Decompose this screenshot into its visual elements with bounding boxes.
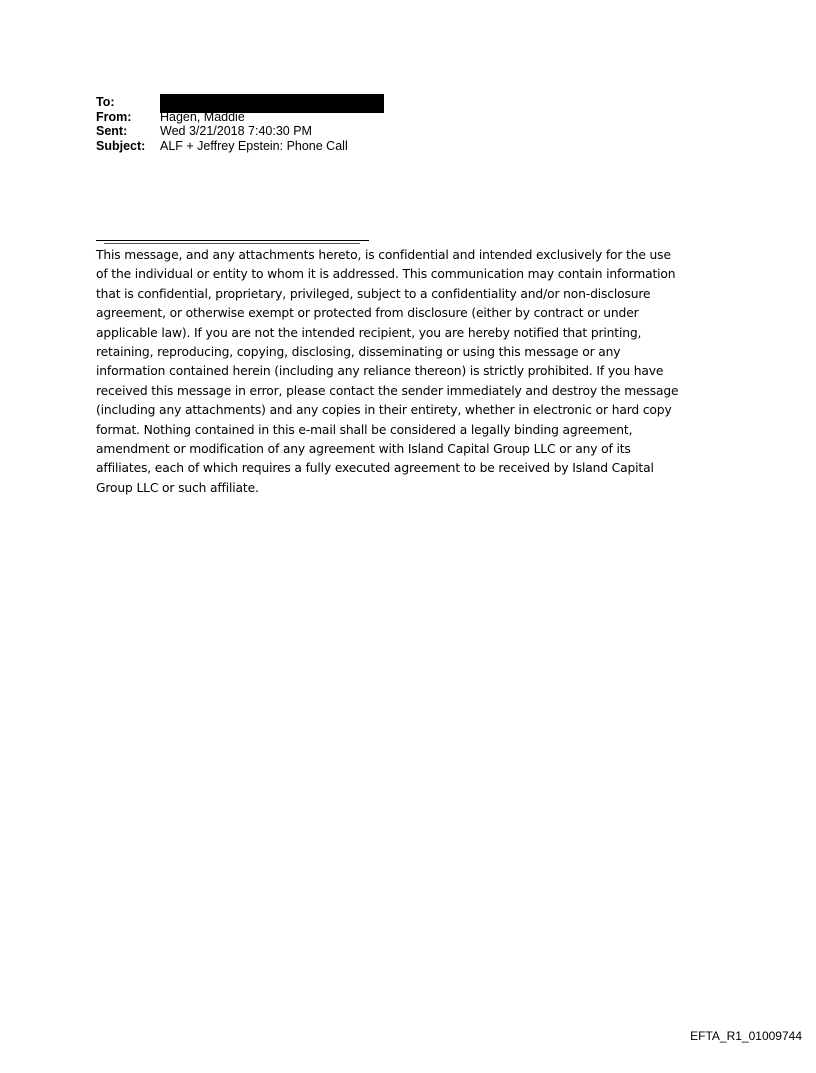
subject-label: Subject: — [96, 138, 146, 153]
disclaimer-line: that is confidential, proprietary, privileged, subject to a confidentiality and/or non-disclosure — [96, 286, 651, 301]
sent-value: Wed 3/21/2018 7:40:30 PM — [160, 124, 312, 138]
subject-value: ALF + Jeffrey Epstein: Phone Call — [160, 138, 348, 153]
disclaimer-line: agreement, or otherwise exempt or protected from disclosure (either by contract or under — [96, 306, 639, 321]
confidentiality-disclaimer — [96, 246, 726, 498]
subject-row — [96, 139, 384, 154]
disclaimer-line: retaining, reproducing, copying, disclosing, disseminating or using this message or any — [96, 345, 621, 360]
document-id: EFTA_R1_01009744 — [690, 1029, 802, 1043]
disclaimer-line: format. Nothing contained in this e-mail shall be considered a legally binding agreement, — [96, 422, 633, 437]
from-label: From: — [96, 109, 132, 124]
to-label: To: — [96, 95, 115, 109]
disclaimer-line: affiliates, each of which requires a fully executed agreement to be received by Island Capital — [96, 461, 654, 476]
disclaimer-line: applicable law). If you are not the intended recipient, you are hereby notified that printing, — [96, 325, 642, 340]
signature-divider-inner — [104, 243, 360, 244]
disclaimer-line: of the individual or entity to whom it is addressed. This communication may contain information — [96, 267, 676, 282]
disclaimer-line: information contained herein (including any reliance thereon) is strictly prohibited. If you have — [96, 364, 664, 379]
disclaimer-line: (including any attachments) and any copies in their entirety, whether in electronic or hard copy — [96, 403, 672, 418]
email-header — [96, 95, 384, 153]
disclaimer-line: received this message in error, please contact the sender immediately and destroy the message — [96, 383, 679, 398]
sent-label: Sent: — [96, 124, 128, 138]
disclaimer-line: Group LLC or such affiliate. — [96, 480, 259, 495]
disclaimer-line: amendment or modification of any agreement with Island Capital Group LLC or any of its — [96, 442, 631, 457]
to-row — [96, 95, 384, 110]
sent-row — [96, 124, 384, 139]
disclaimer-line: This message, and any attachments hereto, is confidential and intended exclusively for the use — [96, 248, 671, 262]
signature-divider — [96, 240, 369, 241]
from-value: Hagen, Maddie — [160, 109, 245, 124]
